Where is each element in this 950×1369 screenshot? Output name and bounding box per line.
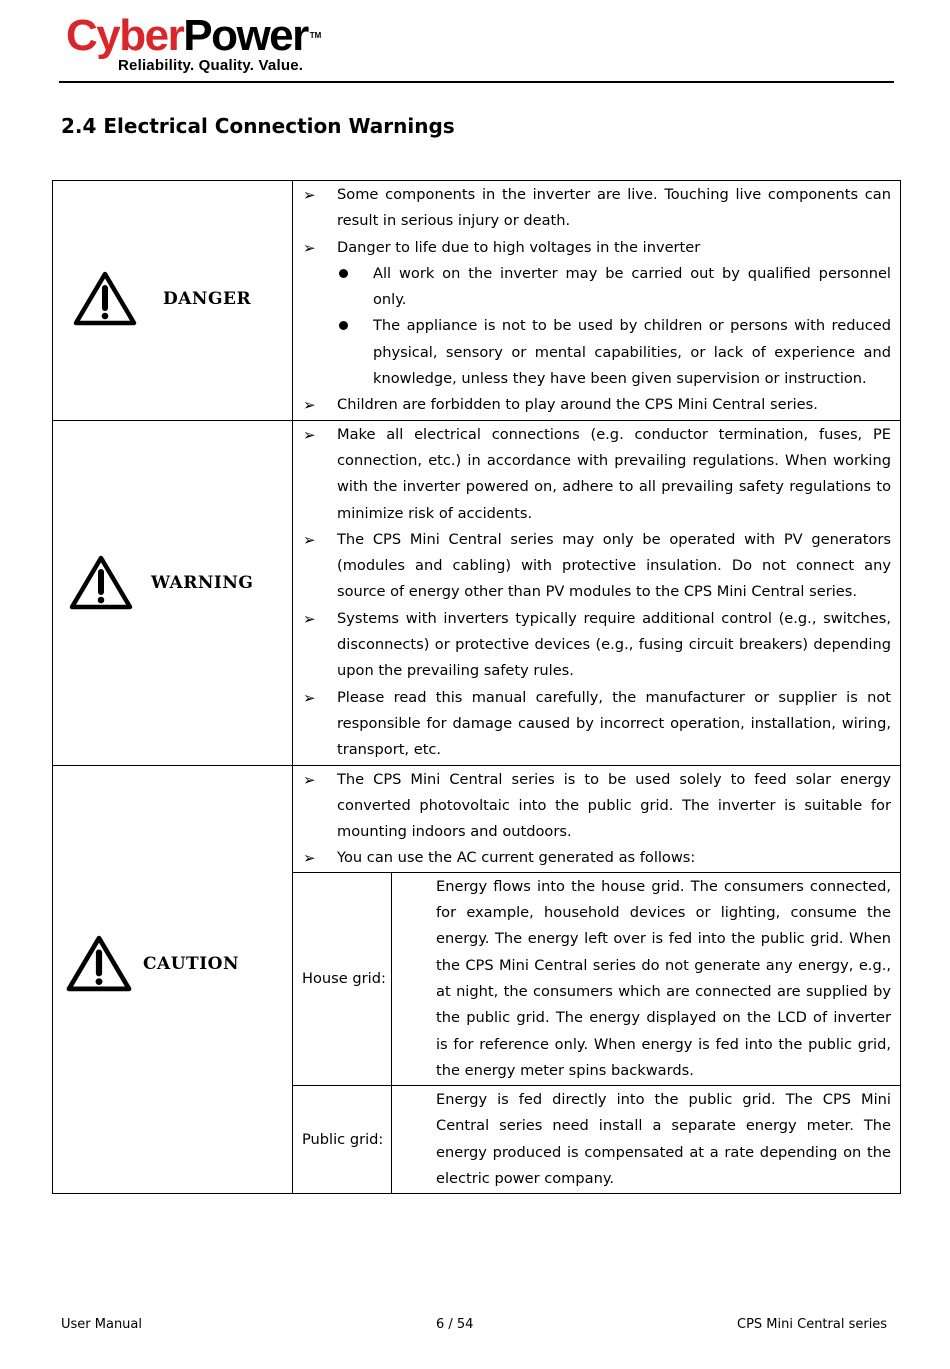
- grid-row-house: [293, 872, 900, 1085]
- arrow-bullet-icon: ➢: [303, 609, 316, 628]
- grid-usage-table: [293, 872, 900, 1194]
- list-item: ➢ The CPS Mini Central series is to be used solely to feed solar energy converted photovoltaic into the public grid. The inverter is suitable for mounting indoors and outdoors.: [303, 767, 891, 846]
- grid-label: Public grid:: [293, 1086, 392, 1194]
- logo-trademark: TM: [309, 31, 322, 40]
- danger-sign-cell: [53, 181, 293, 421]
- list-item: ➢ Please read this manual carefully, the manufacturer or supplier is not responsible for damage caused by incorrect operation, installation, wiring, transport, etc.: [303, 685, 891, 764]
- footer-left: User Manual: [61, 1317, 143, 1332]
- logo-tagline: Reliability. Quality. Value.: [118, 57, 304, 74]
- warning-label: WARNING: [151, 572, 254, 593]
- caution-sign: [53, 935, 292, 993]
- list-item: ➢ Some components in the inverter are live. Touching live components can result in serious injury or death.: [303, 182, 891, 235]
- caution-label: CAUTION: [143, 954, 239, 975]
- logo-wordmark: [66, 12, 321, 60]
- footer-right: CPS Mini Central series: [737, 1317, 888, 1332]
- grid-row-public: [293, 1086, 900, 1194]
- arrow-bullet-icon: ➢: [303, 238, 316, 257]
- list-subitem: All work on the inverter may be carried out by qualified personnel only.: [303, 261, 891, 314]
- arrow-bullet-icon: ➢: [303, 186, 316, 204]
- arrow-bullet-icon: ➢: [303, 770, 316, 789]
- warning-sign-cell: [53, 420, 293, 765]
- arrow-bullet-icon: ➢: [303, 849, 316, 868]
- warning-triangle-icon: [65, 935, 133, 993]
- dot-bullet-icon: [339, 313, 361, 339]
- warning-row: [53, 420, 901, 765]
- grid-description: Energy is fed directly into the public grid. The CPS Mini Central series need install a separate energy meter. The energy produced is compensated at a rate depending on the electric power company.: [392, 1086, 901, 1194]
- danger-text-cell: [293, 181, 901, 421]
- caution-list: [293, 767, 900, 872]
- list-item: ➢ Danger to life due to high voltages in the inverter: [303, 235, 891, 261]
- arrow-bullet-icon: ➢: [303, 530, 316, 549]
- danger-label: DANGER: [163, 289, 252, 310]
- warning-triangle-icon: [69, 555, 133, 611]
- warning-text-cell: [293, 420, 901, 765]
- arrow-bullet-icon: ➢: [303, 425, 316, 444]
- footer-page-number: 6 / 54: [436, 1317, 474, 1332]
- dot-bullet-icon: [339, 261, 361, 287]
- cyberpower-logo: [66, 12, 366, 78]
- caution-sign-cell: [53, 765, 293, 1194]
- danger-row: [53, 181, 901, 421]
- header-rule: [59, 81, 894, 83]
- arrow-bullet-icon: ➢: [303, 396, 316, 415]
- logo-part2: Power: [183, 11, 308, 60]
- list-item: ➢ Systems with inverters typically require additional control (e.g., switches, disconnects) or protective devices (e.g., fusing circuit breakers) depending upon the prevailing safety rules.: [303, 606, 891, 685]
- logo-part1: Cyber: [66, 11, 184, 60]
- caution-text-cell: [293, 765, 901, 1194]
- list-subitem: The appliance is not to be used by children or persons with reduced physical, sensory or mental capabilities, or lack of experience and knowledge, unless they have been given supervision or instruction.: [303, 313, 891, 392]
- list-item: ➢ Children are forbidden to play around the CPS Mini Central series.: [303, 392, 891, 418]
- warning-sign: [53, 555, 292, 611]
- arrow-bullet-icon: ➢: [303, 688, 316, 707]
- grid-label: House grid:: [293, 872, 392, 1085]
- danger-sign: [53, 271, 292, 327]
- warnings-table: [52, 180, 901, 1194]
- warning-triangle-icon: [73, 271, 137, 327]
- caution-row: [53, 765, 901, 1194]
- list-item: ➢ You can use the AC current generated as follows:: [303, 845, 891, 871]
- grid-description: Energy flows into the house grid. The consumers connected, for example, household devices or lighting, consume the energy. The energy left over is fed into the public grid. When the CPS Mini Central series do not generate any energy, e.g., at night, the consumers which are connected are supplied by the public grid. The energy displayed on the LCD of inverter is for reference only. When energy is fed into the public grid, the energy meter spins backwards.: [392, 872, 901, 1085]
- list-item: ➢ Make all electrical connections (e.g. conductor termination, fuses, PE connection, etc.) in accordance with prevailing regulations. When working with the inverter powered on, adhere to all prevailing safety regulations to minimize risk of accidents.: [303, 422, 891, 527]
- list-item: ➢ The CPS Mini Central series may only be operated with PV generators (modules and cabling) with protective insulation. Do not connect any source of energy other than PV modules to the CPS Mini Central series.: [303, 527, 891, 606]
- section-title: 2.4 Electrical Connection Warnings: [61, 114, 455, 138]
